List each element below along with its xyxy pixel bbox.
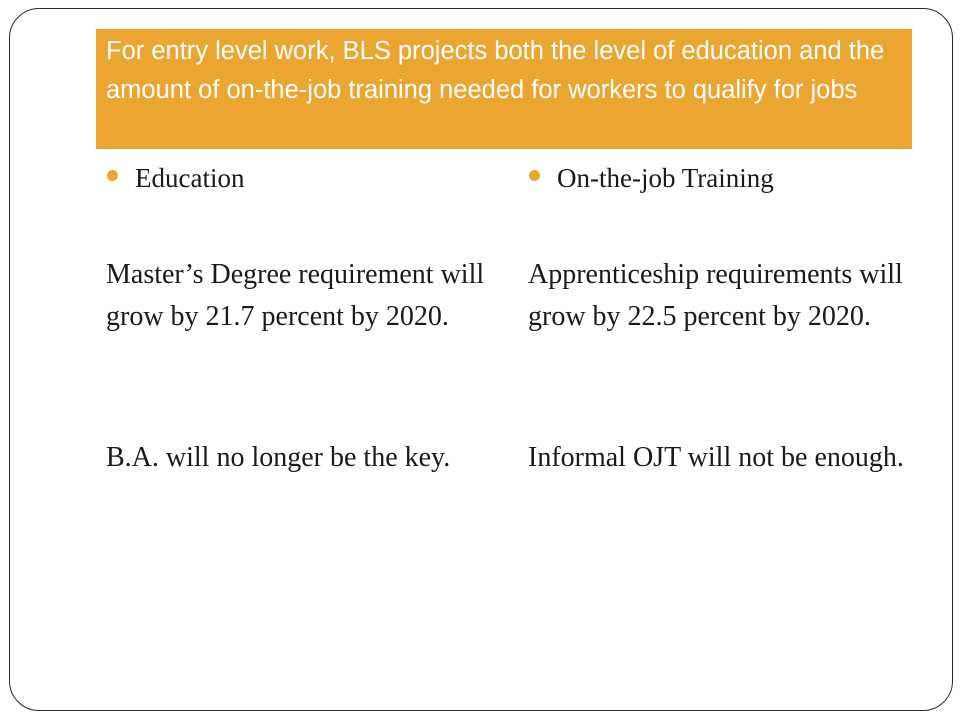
bullet-dot-icon — [107, 170, 118, 181]
title-bar — [96, 29, 912, 149]
slide-title: For entry level work, BLS projects both the level of education and the amount of on-the-job training needed for workers to qualify for jobs — [106, 37, 885, 104]
education-bullet — [106, 156, 491, 200]
apprenticeship-text: Apprenticeship requirements will grow by 22.5 percent by 2020. — [528, 259, 903, 332]
training-heading: On-the-job Training — [557, 163, 774, 193]
masters-degree-text: Master’s Degree requirement will grow by 21.7 percent by 2020. — [106, 259, 485, 332]
training-bullet — [528, 156, 913, 200]
education-heading: Education — [135, 163, 245, 193]
education-column — [106, 156, 491, 473]
informal-ojt-text: Informal OJT will not be enough. — [528, 442, 904, 473]
bullet-dot-icon — [529, 170, 540, 181]
training-column — [528, 156, 913, 473]
ba-text: B.A. will no longer be the key. — [106, 442, 451, 473]
